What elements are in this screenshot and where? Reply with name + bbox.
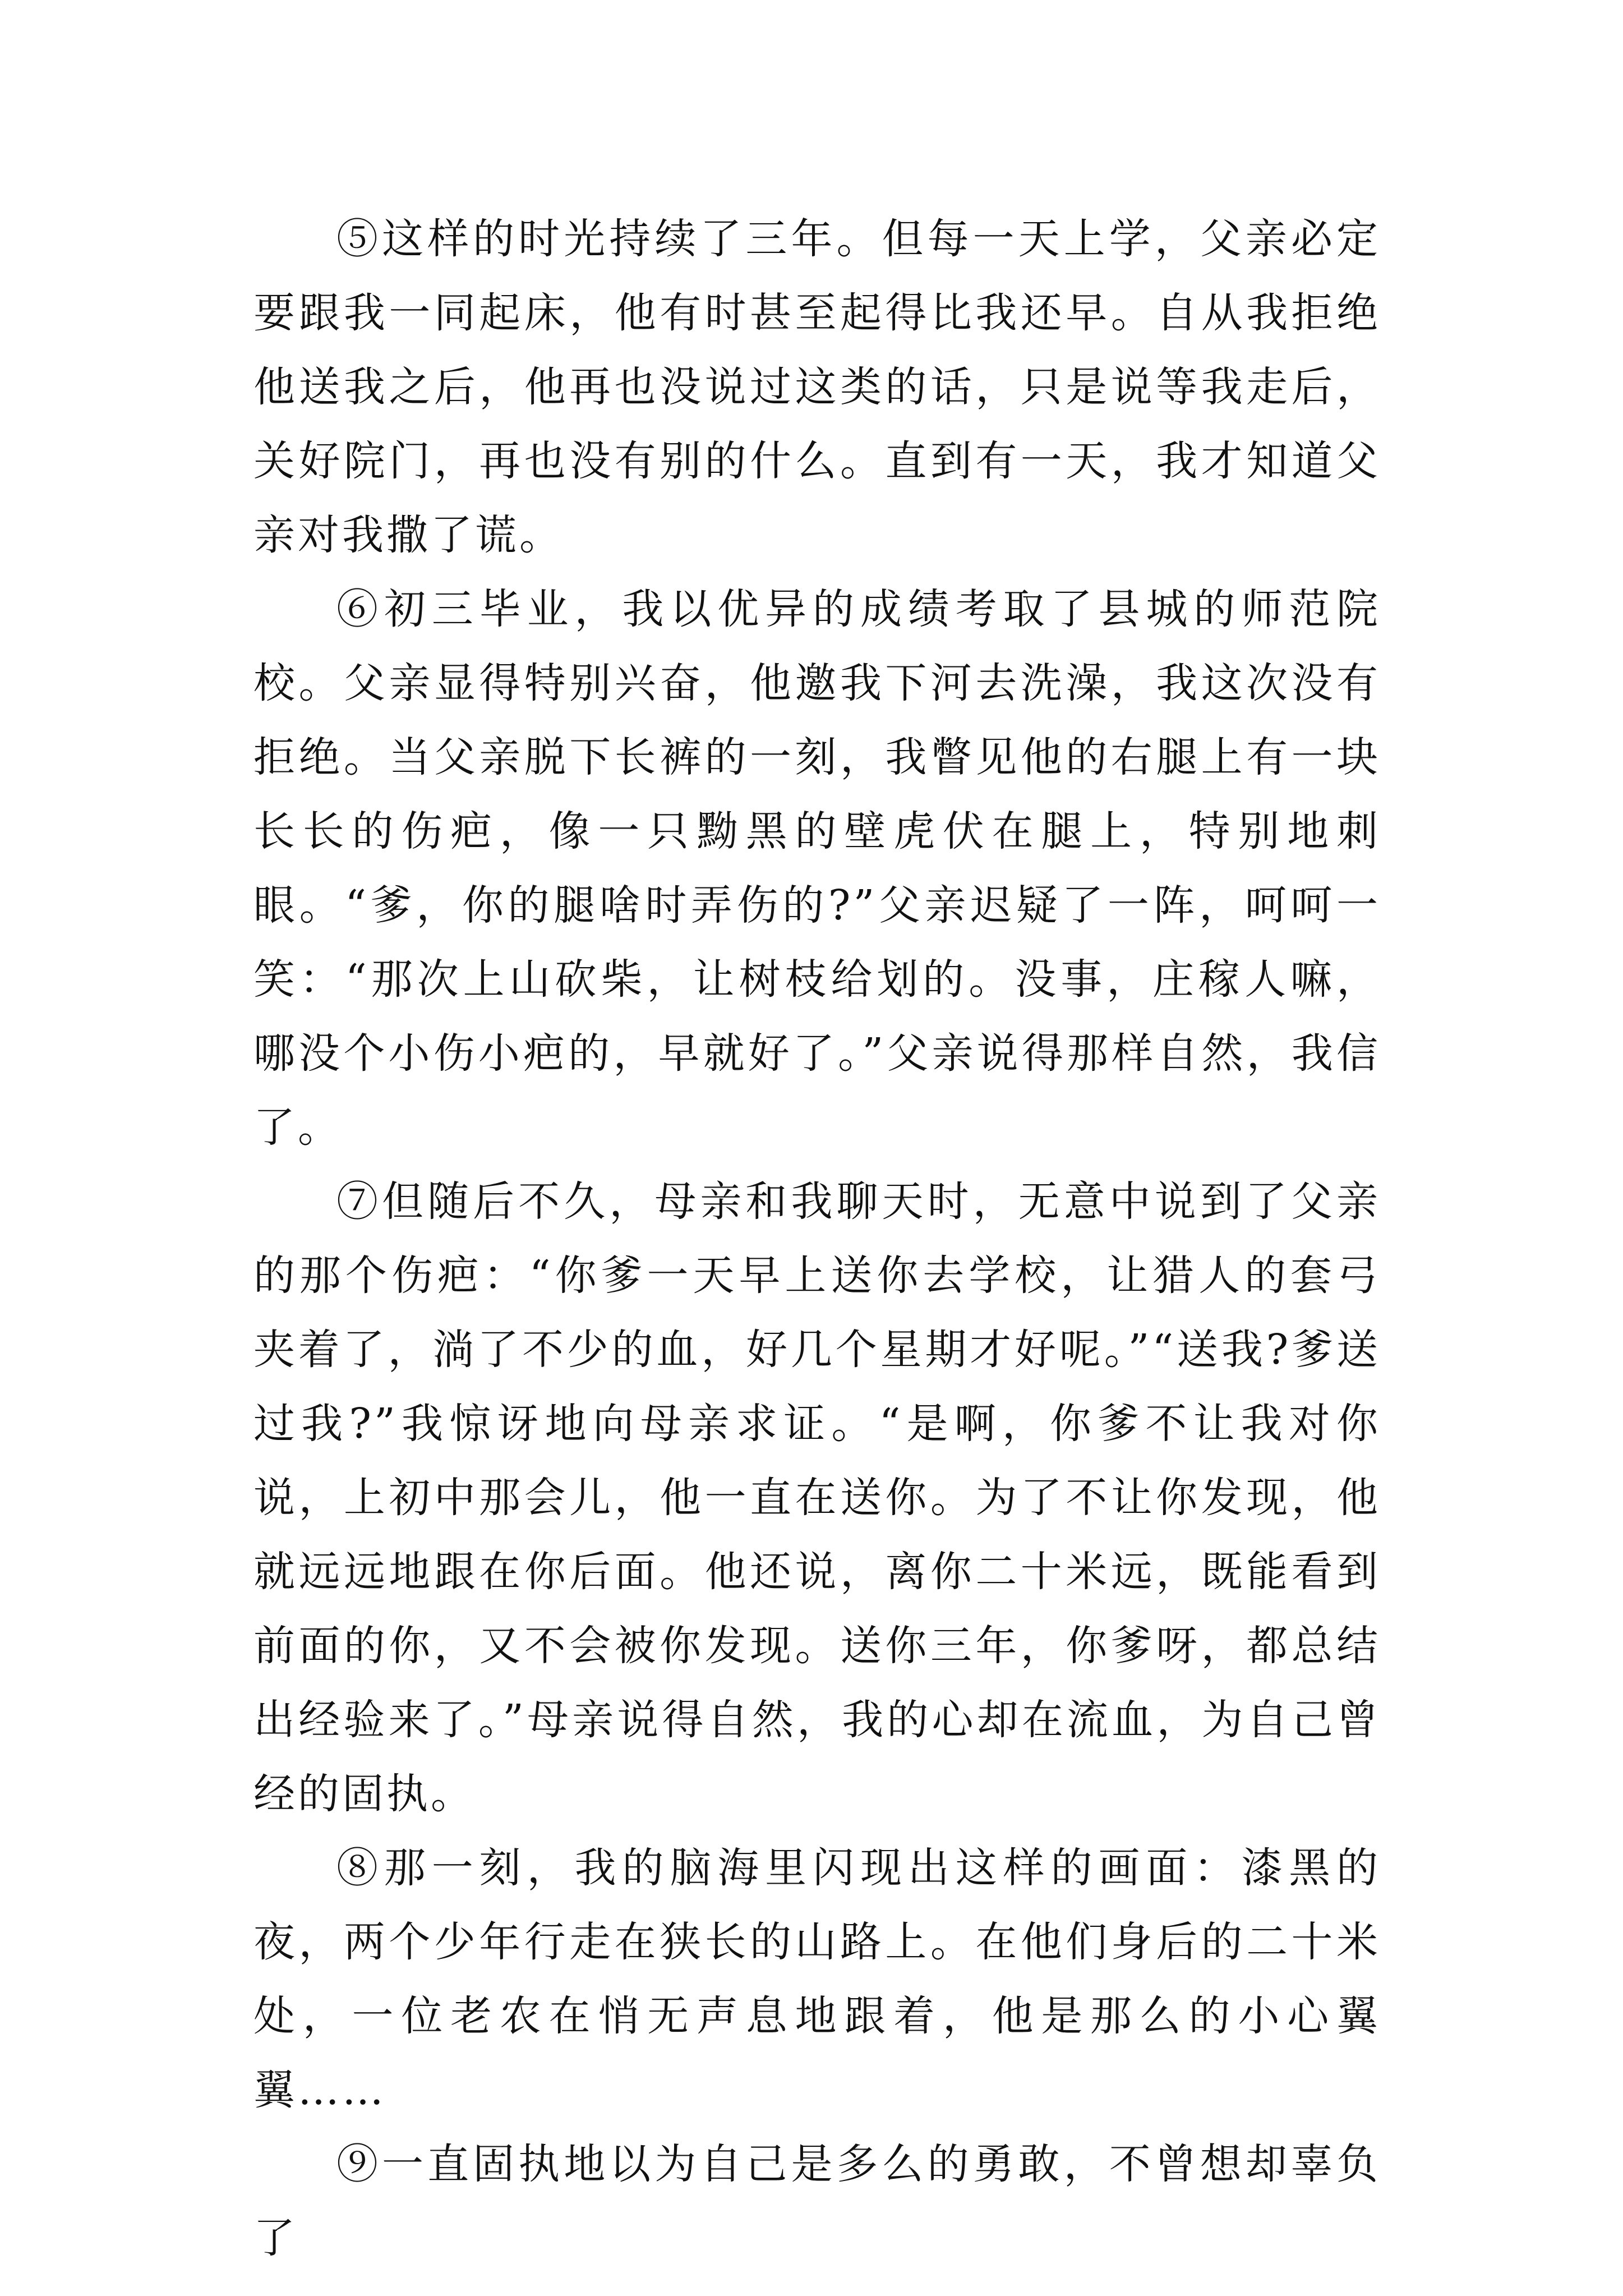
paragraph-8: ⑧那一刻，我的脑海里闪现出这样的画面：漆黑的夜，两个少年行走在狭长的山路上。在他们身后的二十米处，一位老农在悄无声息地跟着，他是那么的小心翼翼…… bbox=[253, 1844, 1381, 2114]
article-body bbox=[253, 202, 1381, 2275]
paragraph-7: ⑦但随后不久，母亲和我聊天时，无意中说到了父亲的那个伤疤：“你爹一天早上送你去学校，让猎人的套弓夹着了，淌了不少的血，好几个星期才好呢。”“送我?爹送过我?”我惊讶地向母亲求证。“是啊，你爹不让我对你说，上初中那会儿，他一直在送你。为了不让你发现，他就远远地跟在你后面。他还说，离你二十米远，既能看到前面的你，又不会被你发现。送你三年，你爹呀，都总结出经验来了。”母亲说得自然，我的心却在流血，为自己曾经的固执。 bbox=[253, 1177, 1381, 1818]
paragraph-9: ⑨一直固执地以为自己是多么的勇敢，不曾想却辜负了 bbox=[253, 2140, 1381, 2262]
paragraph-6: ⑥初三毕业，我以优异的成绩考取了县城的师范院校。父亲显得特别兴奋，他邀我下河去洗澡，我这次没有拒绝。当父亲脱下长裤的一刻，我瞥见他的右腿上有一块长长的伤疤，像一只黝黑的壁虎伏在腿上，特别地刺眼。“爹，你的腿啥时弄伤的?”父亲迟疑了一阵，呵呵一笑：“那次上山砍柴，让树枝给划的。没事，庄稼人嘛，哪没个小伤小疤的，早就好了。”父亲说得那样自然，我信了。 bbox=[253, 585, 1381, 1152]
paragraph-5: ⑤这样的时光持续了三年。但每一天上学，父亲必定要跟我一同起床，他有时甚至起得比我还早。自从我拒绝他送我之后，他再也没说过这类的话，只是说等我走后，关好院门，再也没有别的什么。直到有一天，我才知道父亲对我撒了谎。 bbox=[253, 215, 1381, 559]
